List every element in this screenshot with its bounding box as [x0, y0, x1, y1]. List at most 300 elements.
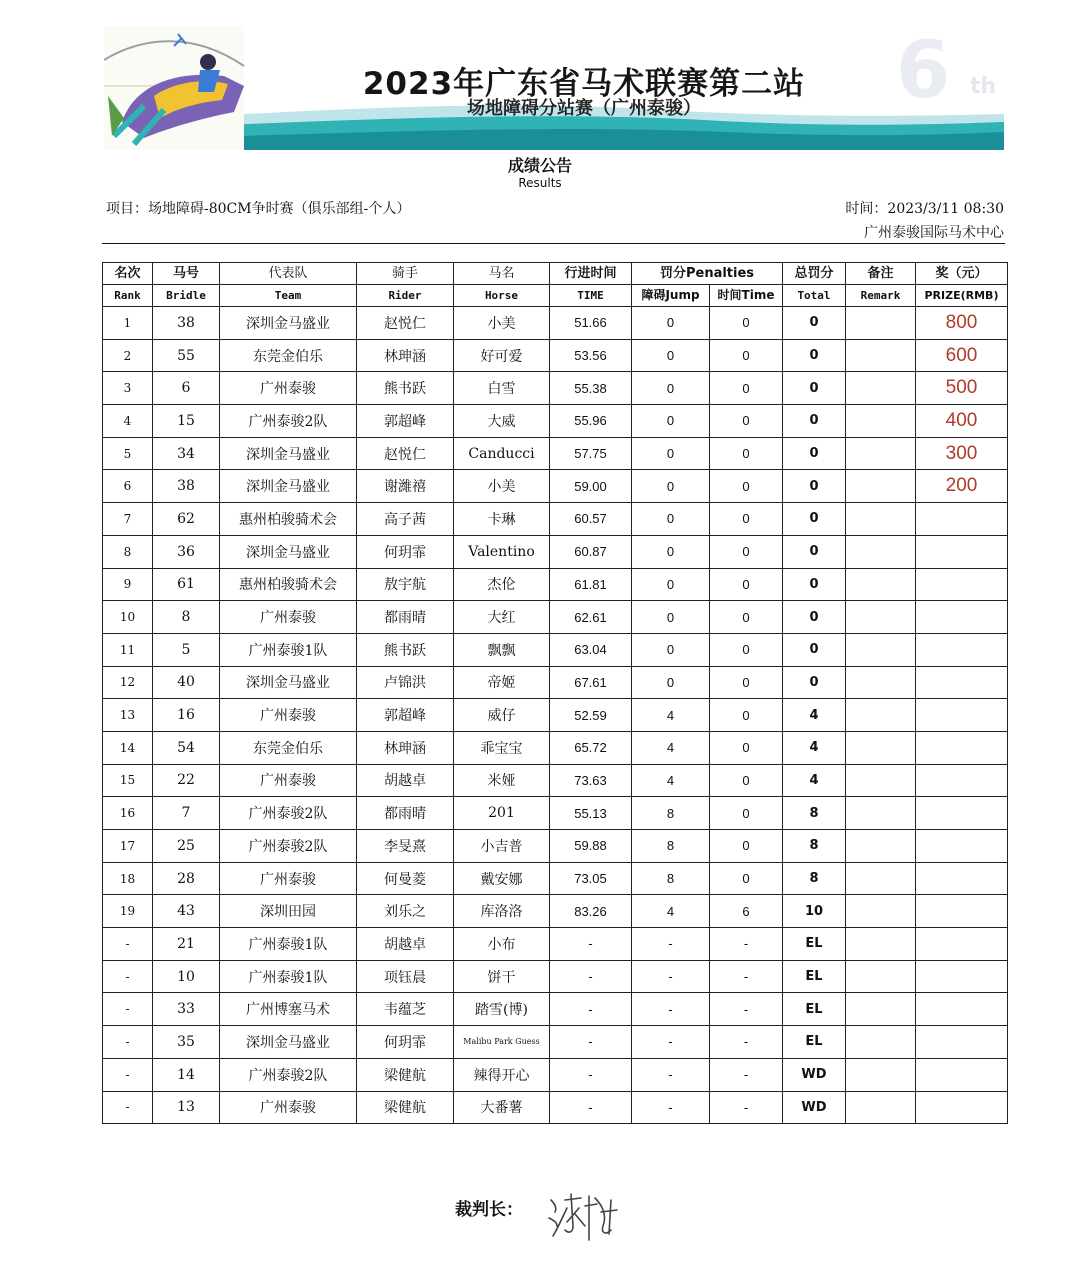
cell-rank: 10: [103, 601, 153, 634]
col-rank-cn: 名次: [103, 263, 153, 285]
cell-team: 广州泰骏: [220, 699, 357, 732]
cell-penalty-jump: -: [632, 960, 710, 993]
cell-team: 广州泰骏: [220, 372, 357, 405]
col-bridle-en: Bridle: [153, 285, 220, 307]
header-divider: [102, 243, 1005, 244]
cell-penalty-time: 0: [710, 830, 783, 863]
cell-team: 深圳田园: [220, 895, 357, 928]
cell-horse: 米娅: [454, 764, 550, 797]
cell-team: 深圳金马盛业: [220, 307, 357, 340]
col-remark-en: Remark: [846, 285, 916, 307]
col-time-cn: 行进时间: [550, 263, 632, 285]
cell-rank: 1: [103, 307, 153, 340]
cell-prize: [916, 568, 1008, 601]
cell-prize: [916, 830, 1008, 863]
cell-penalty-time: 0: [710, 633, 783, 666]
col-horse-en: Horse: [454, 285, 550, 307]
cell-time: 73.63: [550, 764, 632, 797]
col-rank-en: Rank: [103, 285, 153, 307]
cell-time: 63.04: [550, 633, 632, 666]
table-row: [103, 1026, 1008, 1059]
table-row: [103, 339, 1008, 372]
cell-total: 0: [783, 339, 846, 372]
cell-rider: 高子茜: [357, 503, 454, 536]
cell-bridle: 38: [153, 307, 220, 340]
cell-horse: 飘飘: [454, 633, 550, 666]
cell-penalty-jump: 0: [632, 666, 710, 699]
table-row: [103, 928, 1008, 961]
cell-penalty-time: 0: [710, 568, 783, 601]
cell-bridle: 15: [153, 405, 220, 438]
cell-remark: [846, 928, 916, 961]
cell-horse: 小美: [454, 307, 550, 340]
cell-horse: Malibu Park Guess: [454, 1026, 550, 1059]
cell-time: 59.88: [550, 830, 632, 863]
cell-rank: 7: [103, 503, 153, 536]
cell-prize: [916, 960, 1008, 993]
cell-bridle: 43: [153, 895, 220, 928]
cell-penalty-jump: 0: [632, 568, 710, 601]
cell-prize: [916, 764, 1008, 797]
cell-total: 8: [783, 830, 846, 863]
cell-rank: 18: [103, 862, 153, 895]
table-row: [103, 437, 1008, 470]
cell-total: 0: [783, 535, 846, 568]
cell-penalty-time: 0: [710, 731, 783, 764]
cell-rank: 3: [103, 372, 153, 405]
cell-horse: 帝姬: [454, 666, 550, 699]
cell-horse: 小美: [454, 470, 550, 503]
cell-total: EL: [783, 993, 846, 1026]
cell-time: 62.61: [550, 601, 632, 634]
cell-horse: 小吉普: [454, 830, 550, 863]
cell-rider: 梁健航: [357, 1058, 454, 1091]
cell-rider: 刘乐之: [357, 895, 454, 928]
cell-rank: 16: [103, 797, 153, 830]
cell-bridle: 21: [153, 928, 220, 961]
cell-penalty-jump: 0: [632, 437, 710, 470]
cell-remark: [846, 568, 916, 601]
cell-rank: 2: [103, 339, 153, 372]
cell-penalty-jump: 8: [632, 862, 710, 895]
cell-penalty-time: 0: [710, 764, 783, 797]
cell-rank: -: [103, 1058, 153, 1091]
cell-total: 0: [783, 666, 846, 699]
cell-bridle: 25: [153, 830, 220, 863]
cell-bridle: 33: [153, 993, 220, 1026]
cell-remark: [846, 830, 916, 863]
results-body: [103, 307, 1008, 1124]
cell-rank: 9: [103, 568, 153, 601]
table-row: [103, 862, 1008, 895]
cell-penalty-time: 0: [710, 339, 783, 372]
cell-rank: 14: [103, 731, 153, 764]
chief-judge-label: 裁判长：: [455, 1200, 523, 1220]
col-rider-cn: 骑手: [357, 263, 454, 285]
results-title-cn: 成绩公告: [507, 156, 572, 175]
cell-bridle: 38: [153, 470, 220, 503]
cell-prize: [916, 928, 1008, 961]
cell-remark: [846, 699, 916, 732]
table-row: [103, 960, 1008, 993]
cell-total: 0: [783, 503, 846, 536]
col-penalties: 罚分Penalties: [632, 263, 783, 285]
cell-total: WD: [783, 1058, 846, 1091]
cell-bridle: 6: [153, 372, 220, 405]
cell-team: 广州泰骏2队: [220, 405, 357, 438]
cell-rider: 熊书跃: [357, 372, 454, 405]
cell-team: 广州泰骏: [220, 601, 357, 634]
cell-prize: [916, 535, 1008, 568]
event-banner: [104, 26, 1004, 150]
cell-remark: [846, 372, 916, 405]
cell-penalty-time: 0: [710, 307, 783, 340]
cell-penalty-time: -: [710, 1026, 783, 1059]
cell-bridle: 10: [153, 960, 220, 993]
cell-rider: 胡越卓: [357, 764, 454, 797]
cell-penalty-time: 0: [710, 437, 783, 470]
cell-total: WD: [783, 1091, 846, 1124]
table-row: [103, 830, 1008, 863]
cell-prize: 300: [916, 437, 1008, 470]
cell-rank: 5: [103, 437, 153, 470]
cell-horse: 大威: [454, 405, 550, 438]
cell-horse: 威仔: [454, 699, 550, 732]
cell-team: 深圳金马盛业: [220, 666, 357, 699]
cell-penalty-jump: -: [632, 1026, 710, 1059]
cell-total: 10: [783, 895, 846, 928]
cell-rank: -: [103, 1026, 153, 1059]
cell-prize: [916, 862, 1008, 895]
banner-title: 2023年广东省马术联赛第二站: [362, 66, 806, 102]
cell-penalty-jump: 0: [632, 307, 710, 340]
cell-time: 55.38: [550, 372, 632, 405]
cell-bridle: 28: [153, 862, 220, 895]
edition-suffix: th: [970, 74, 997, 99]
cell-team: 深圳金马盛业: [220, 470, 357, 503]
cell-remark: [846, 633, 916, 666]
col-penalty-time: 时间Time: [710, 285, 783, 307]
cell-horse: 好可爱: [454, 339, 550, 372]
cell-remark: [846, 535, 916, 568]
cell-team: 广州泰骏: [220, 764, 357, 797]
cell-penalty-jump: 0: [632, 339, 710, 372]
cell-rider: 梁健航: [357, 1091, 454, 1124]
table-row: [103, 503, 1008, 536]
cell-prize: 600: [916, 339, 1008, 372]
event-name: 项目：场地障碍-80CM争时赛（俱乐部组-个人）: [106, 201, 411, 217]
cell-team: 东莞金伯乐: [220, 339, 357, 372]
cell-total: 0: [783, 568, 846, 601]
cell-rank: 4: [103, 405, 153, 438]
cell-horse: 库洛洛: [454, 895, 550, 928]
cell-rank: -: [103, 1091, 153, 1124]
cell-penalty-time: -: [710, 928, 783, 961]
cell-rank: -: [103, 993, 153, 1026]
edition-number: 6: [896, 26, 951, 116]
cell-time: 51.66: [550, 307, 632, 340]
cell-time: -: [550, 1091, 632, 1124]
cell-remark: [846, 437, 916, 470]
cell-penalty-time: -: [710, 993, 783, 1026]
cell-rider: 都雨晴: [357, 797, 454, 830]
cell-team: 广州泰骏1队: [220, 633, 357, 666]
cell-time: 52.59: [550, 699, 632, 732]
cell-remark: [846, 1026, 916, 1059]
cell-penalty-time: 0: [710, 470, 783, 503]
cell-bridle: 54: [153, 731, 220, 764]
cell-time: 67.61: [550, 666, 632, 699]
table-row: [103, 633, 1008, 666]
cell-prize: [916, 633, 1008, 666]
cell-remark: [846, 470, 916, 503]
cell-prize: [916, 993, 1008, 1026]
cell-prize: [916, 731, 1008, 764]
cell-rider: 郭超峰: [357, 699, 454, 732]
cell-penalty-jump: 8: [632, 830, 710, 863]
cell-prize: [916, 895, 1008, 928]
cell-total: EL: [783, 960, 846, 993]
cell-time: 59.00: [550, 470, 632, 503]
cell-bridle: 5: [153, 633, 220, 666]
col-rider-en: Rider: [357, 285, 454, 307]
table-row: [103, 895, 1008, 928]
cell-rider: 熊书跃: [357, 633, 454, 666]
cell-time: 73.05: [550, 862, 632, 895]
cell-penalty-jump: 8: [632, 797, 710, 830]
cell-prize: [916, 1091, 1008, 1124]
cell-horse: 乖宝宝: [454, 731, 550, 764]
cell-total: EL: [783, 1026, 846, 1059]
table-row: [103, 405, 1008, 438]
cell-rank: -: [103, 928, 153, 961]
cell-total: 8: [783, 862, 846, 895]
cell-time: 55.96: [550, 405, 632, 438]
cell-bridle: 55: [153, 339, 220, 372]
cell-penalty-jump: 0: [632, 503, 710, 536]
cell-team: 东莞金伯乐: [220, 731, 357, 764]
cell-time: 65.72: [550, 731, 632, 764]
cell-rank: 8: [103, 535, 153, 568]
table-row: [103, 372, 1008, 405]
cell-remark: [846, 797, 916, 830]
cell-team: 广州泰骏2队: [220, 797, 357, 830]
table-row: [103, 307, 1008, 340]
cell-bridle: 34: [153, 437, 220, 470]
table-row: [103, 601, 1008, 634]
cell-penalty-time: 0: [710, 372, 783, 405]
cell-horse: 大红: [454, 601, 550, 634]
cell-prize: [916, 1026, 1008, 1059]
cell-rank: 12: [103, 666, 153, 699]
cell-remark: [846, 731, 916, 764]
banner-subtitle: 场地障碍分站赛（广州泰骏）: [467, 98, 701, 119]
results-table: [102, 262, 1008, 1124]
cell-remark: [846, 960, 916, 993]
cell-team: 广州泰骏2队: [220, 1058, 357, 1091]
cell-time: 83.26: [550, 895, 632, 928]
cell-penalty-jump: 0: [632, 372, 710, 405]
cell-penalty-jump: 4: [632, 895, 710, 928]
col-total-en: Total: [783, 285, 846, 307]
cell-rider: 韦蕴芝: [357, 993, 454, 1026]
cell-horse: Canducci: [454, 437, 550, 470]
cell-remark: [846, 862, 916, 895]
cell-remark: [846, 601, 916, 634]
cell-horse: 杰伦: [454, 568, 550, 601]
cell-horse: 201: [454, 797, 550, 830]
cell-total: 0: [783, 405, 846, 438]
table-row: [103, 666, 1008, 699]
col-horse-cn: 马名: [454, 263, 550, 285]
cell-penalty-time: 0: [710, 666, 783, 699]
cell-penalty-time: 0: [710, 862, 783, 895]
cell-remark: [846, 1091, 916, 1124]
cell-rider: 何玥霏: [357, 1026, 454, 1059]
cell-rank: 17: [103, 830, 153, 863]
cell-prize: [916, 699, 1008, 732]
cell-bridle: 7: [153, 797, 220, 830]
cell-penalty-jump: -: [632, 1091, 710, 1124]
cell-horse: 戴安娜: [454, 862, 550, 895]
cell-horse: 卡琳: [454, 503, 550, 536]
col-team-cn: 代表队: [220, 263, 357, 285]
cell-remark: [846, 764, 916, 797]
cell-horse: Valentino: [454, 535, 550, 568]
col-team-en: Team: [220, 285, 357, 307]
cell-rider: 赵悦仁: [357, 437, 454, 470]
cell-penalty-time: 0: [710, 535, 783, 568]
cell-rider: 卢锦洪: [357, 666, 454, 699]
cell-penalty-time: -: [710, 960, 783, 993]
table-row: [103, 568, 1008, 601]
cell-team: 广州泰骏2队: [220, 830, 357, 863]
cell-penalty-jump: 0: [632, 633, 710, 666]
cell-penalty-jump: -: [632, 928, 710, 961]
cell-remark: [846, 339, 916, 372]
table-row: [103, 699, 1008, 732]
cell-rider: 敖宇航: [357, 568, 454, 601]
col-penalty-jump: 障碍Jump: [632, 285, 710, 307]
cell-rank: 6: [103, 470, 153, 503]
cell-total: 0: [783, 437, 846, 470]
cell-time: 57.75: [550, 437, 632, 470]
cell-team: 广州泰骏1队: [220, 960, 357, 993]
cell-penalty-jump: 0: [632, 535, 710, 568]
table-row: [103, 1091, 1008, 1124]
cell-horse: 饼干: [454, 960, 550, 993]
cell-rank: 11: [103, 633, 153, 666]
table-row: [103, 797, 1008, 830]
table-row: [103, 1058, 1008, 1091]
table-row: [103, 993, 1008, 1026]
col-total-cn: 总罚分: [783, 263, 846, 285]
cell-team: 广州泰骏1队: [220, 928, 357, 961]
cell-total: 4: [783, 731, 846, 764]
cell-penalty-jump: 4: [632, 731, 710, 764]
cell-team: 广州泰骏: [220, 862, 357, 895]
cell-rider: 郭超峰: [357, 405, 454, 438]
cell-penalty-time: 0: [710, 797, 783, 830]
cell-total: 0: [783, 307, 846, 340]
cell-horse: 踏雪(博): [454, 993, 550, 1026]
cell-rank: 19: [103, 895, 153, 928]
cell-rider: 李旻熹: [357, 830, 454, 863]
cell-total: 8: [783, 797, 846, 830]
cell-time: -: [550, 1058, 632, 1091]
cell-horse: 小布: [454, 928, 550, 961]
cell-bridle: 35: [153, 1026, 220, 1059]
cell-horse: 大番薯: [454, 1091, 550, 1124]
cell-total: 4: [783, 764, 846, 797]
cell-remark: [846, 895, 916, 928]
cell-prize: 500: [916, 372, 1008, 405]
cell-rider: 何玥霏: [357, 535, 454, 568]
cell-penalty-jump: 4: [632, 699, 710, 732]
cell-remark: [846, 993, 916, 1026]
cell-total: 0: [783, 470, 846, 503]
col-prize-cn: 奖（元）: [916, 263, 1008, 285]
cell-team: 广州泰骏: [220, 1091, 357, 1124]
cell-penalty-jump: 0: [632, 470, 710, 503]
cell-team: 深圳金马盛业: [220, 1026, 357, 1059]
cell-penalty-jump: 0: [632, 601, 710, 634]
cell-bridle: 8: [153, 601, 220, 634]
cell-prize: [916, 503, 1008, 536]
cell-rank: -: [103, 960, 153, 993]
cell-prize: [916, 1058, 1008, 1091]
cell-penalty-time: 0: [710, 405, 783, 438]
cell-time: 60.57: [550, 503, 632, 536]
event-time: 时间：2023/3/11 08:30: [845, 201, 1004, 217]
table-row: [103, 731, 1008, 764]
cell-prize: 400: [916, 405, 1008, 438]
cell-penalty-time: 0: [710, 503, 783, 536]
cell-team: 广州博塞马术: [220, 993, 357, 1026]
table-row: [103, 764, 1008, 797]
cell-time: 60.87: [550, 535, 632, 568]
col-prize-en: PRIZE(RMB): [916, 285, 1008, 307]
cell-total: 0: [783, 372, 846, 405]
cell-penalty-time: -: [710, 1058, 783, 1091]
cell-bridle: 61: [153, 568, 220, 601]
col-bridle-cn: 马号: [153, 263, 220, 285]
cell-bridle: 22: [153, 764, 220, 797]
cell-time: -: [550, 993, 632, 1026]
cell-time: -: [550, 1026, 632, 1059]
cell-prize: [916, 601, 1008, 634]
cell-rider: 林珅涵: [357, 339, 454, 372]
results-title-en: Results: [518, 176, 562, 190]
cell-team: 深圳金马盛业: [220, 535, 357, 568]
cell-penalty-time: 0: [710, 699, 783, 732]
cell-prize: [916, 666, 1008, 699]
cell-rider: 赵悦仁: [357, 307, 454, 340]
cell-penalty-time: -: [710, 1091, 783, 1124]
cell-remark: [846, 503, 916, 536]
table-row: [103, 470, 1008, 503]
cell-team: 惠州柏骏骑术会: [220, 503, 357, 536]
cell-remark: [846, 405, 916, 438]
cell-total: 0: [783, 601, 846, 634]
cell-rank: 13: [103, 699, 153, 732]
cell-bridle: 16: [153, 699, 220, 732]
cell-penalty-jump: -: [632, 993, 710, 1026]
cell-rider: 林珅涵: [357, 731, 454, 764]
cell-rider: 都雨晴: [357, 601, 454, 634]
cell-bridle: 14: [153, 1058, 220, 1091]
cell-rider: 何曼菱: [357, 862, 454, 895]
